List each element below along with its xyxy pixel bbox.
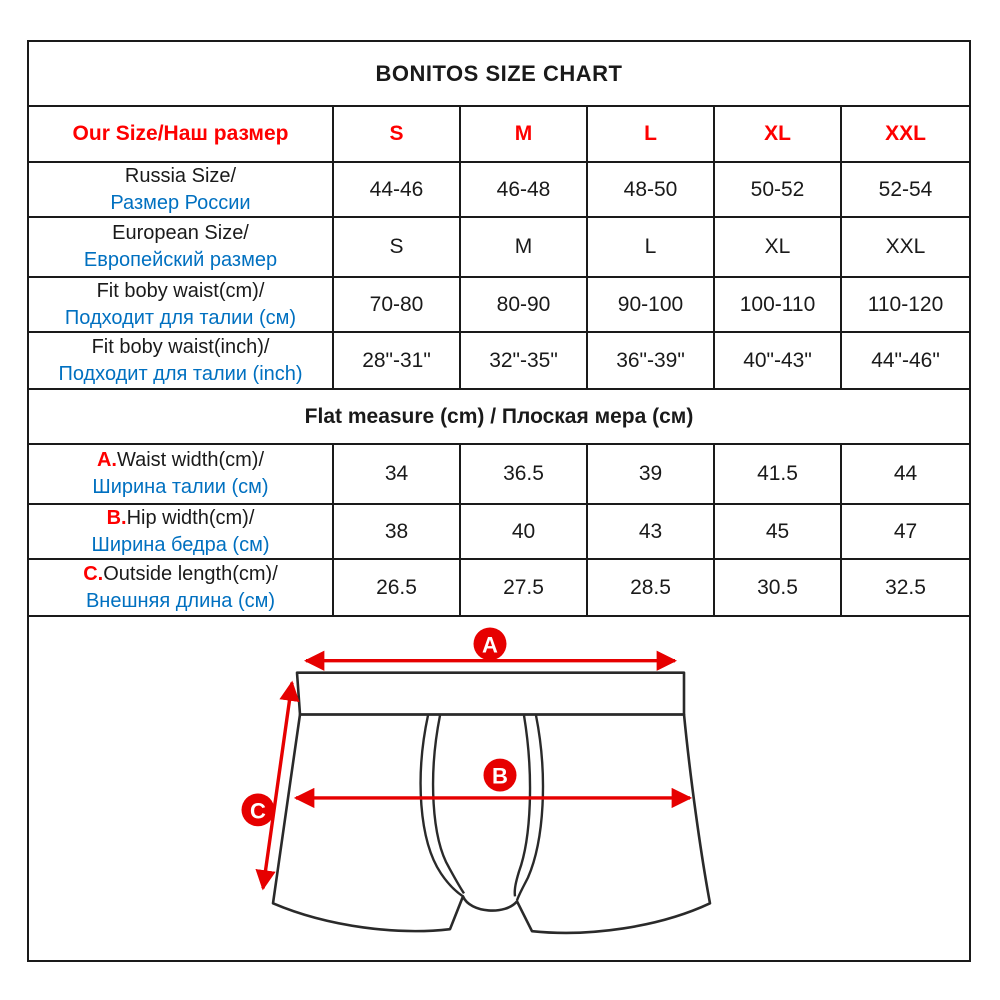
table-cell: 47 [842, 505, 969, 560]
row-label-russia-size [29, 163, 334, 218]
svg-text:C: C [250, 798, 266, 824]
table-cell: S [334, 218, 461, 278]
row-label-en [97, 447, 264, 474]
header-size-m: M [461, 107, 588, 163]
table-cell: 45 [715, 505, 842, 560]
row-label-ru: Европейский размер [83, 249, 278, 271]
header-size-s: S [334, 107, 461, 163]
row-label-outside-length [29, 560, 334, 617]
table-cell: 90-100 [588, 278, 715, 333]
table-cell: 48-50 [588, 163, 715, 218]
row-label-ru: Размер России [110, 191, 251, 214]
diagram-label-b [484, 759, 517, 792]
table-cell: 38 [334, 505, 461, 560]
row-label-en: Russia Size/ [124, 164, 237, 187]
row-label-ru: Подходит для талии (inch) [58, 362, 303, 385]
table-cell: 52-54 [842, 163, 969, 218]
table-cell: 32.5 [842, 560, 969, 617]
row-label-ru: Подходит для талии (см) [64, 306, 297, 329]
diagram-label-c [242, 793, 275, 826]
diagram-label-a [474, 627, 507, 660]
boxer-waistband [297, 673, 684, 715]
table-cell: 41.5 [715, 445, 842, 505]
table-cell: 39 [588, 445, 715, 505]
table-cell: 44"-46" [842, 333, 969, 390]
row-label-waist-width [29, 445, 334, 505]
boxer-measurement-diagram [29, 617, 969, 960]
table-cell: 110-120 [842, 278, 969, 333]
row-label-en: Fit boby waist(inch)/ [91, 335, 270, 358]
table-cell: 50-52 [715, 163, 842, 218]
row-label-en-text: Hip width(cm)/ [126, 506, 255, 529]
table-cell: 28"-31" [334, 333, 461, 390]
row-label-en [83, 561, 278, 588]
table-cell: 30.5 [715, 560, 842, 617]
table-cell: XL [715, 218, 842, 278]
table-cell: M [461, 218, 588, 278]
table-cell: 26.5 [334, 560, 461, 617]
table-cell: 46-48 [461, 163, 588, 218]
table-cell: 40 [461, 505, 588, 560]
header-size-xxl: XXL [842, 107, 969, 163]
table-cell: 36.5 [461, 445, 588, 505]
table-cell: 40"-43" [715, 333, 842, 390]
table-cell: 28.5 [588, 560, 715, 617]
table-cell: 32"-35" [461, 333, 588, 390]
svg-text:A: A [482, 632, 498, 658]
boxer-body-outline [273, 714, 710, 932]
measure-letter-a: A. [96, 449, 117, 471]
row-label-ru: Ширина талии (см) [92, 476, 269, 498]
row-label-ru: Ширина бедра (см) [91, 533, 270, 556]
table-cell: 34 [334, 445, 461, 505]
boxer-diagram-svg [29, 617, 969, 960]
row-label-fit-waist-cm [29, 278, 334, 333]
header-size-l: L [588, 107, 715, 163]
row-label-en: European Size/ [112, 222, 249, 244]
section-title-flat-measure: Flat measure (cm) / Плоская мера (см) [29, 390, 969, 445]
header-size-xl: XL [715, 107, 842, 163]
table-cell: 44-46 [334, 163, 461, 218]
table-cell: 80-90 [461, 278, 588, 333]
table-cell: 36"-39" [588, 333, 715, 390]
size-chart-sheet [27, 40, 971, 962]
size-table [29, 42, 969, 617]
table-cell: 100-110 [715, 278, 842, 333]
table-cell: XXL [842, 218, 969, 278]
table-cell: 43 [588, 505, 715, 560]
row-label-en-text: Outside length(cm)/ [103, 562, 278, 585]
svg-text:B: B [492, 763, 508, 789]
table-cell: 44 [842, 445, 969, 505]
row-label-hip-width [29, 505, 334, 560]
row-label-en-text: Waist width(cm)/ [116, 449, 265, 471]
header-our-size: Our Size/Наш размер [29, 107, 334, 163]
row-label-en [107, 505, 255, 532]
row-label-european-size [29, 218, 334, 278]
measure-letter-b: B. [106, 506, 127, 529]
measure-letter-c: C. [83, 562, 104, 585]
table-cell: 27.5 [461, 560, 588, 617]
row-label-en: Fit boby waist(cm)/ [96, 279, 265, 302]
chart-title: BONITOS SIZE CHART [29, 42, 969, 107]
table-cell: L [588, 218, 715, 278]
row-label-ru: Внешняя длина (см) [85, 589, 276, 612]
table-cell: 70-80 [334, 278, 461, 333]
row-label-fit-waist-inch [29, 333, 334, 390]
